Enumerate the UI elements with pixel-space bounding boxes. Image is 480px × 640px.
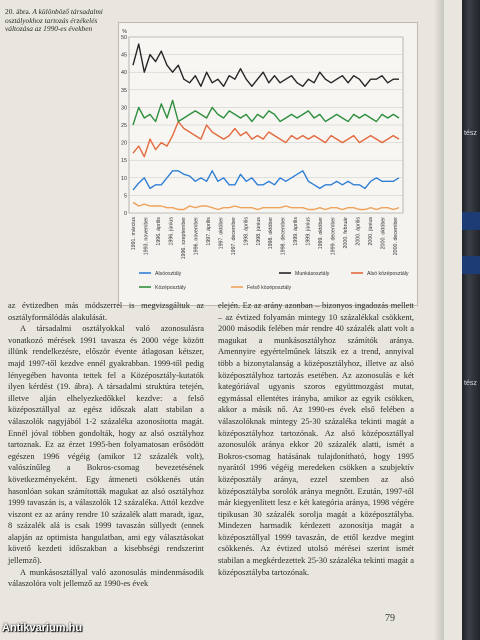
figure-caption [5,8,115,34]
legend-label: Munkásosztály [295,271,330,277]
chart-svg [119,23,417,305]
x-tick-label: 1999. április [293,217,300,246]
x-tick-label: 1997. október [218,216,225,250]
x-tick-label: 1998. december [280,216,287,256]
y-tick-label: 40 [121,70,127,77]
x-tick-label: 2000. február [343,217,350,249]
page-number: 79 [385,613,395,624]
x-tick-label: 1996. június [168,216,175,246]
y-tick-label: 0 [124,211,127,217]
paragraph: A társadalmi osztályokkal való azonosulásra vonatkozó mérések 1991 tavasza és 2000 vége között illünk rendelkezésre, először évente átlagosan kétszer, majd 1997-től kezdve ennél gyakrabban. 1999-től pedig lényegében havonta tettek fel a Középosztály-kutatók ilyen kérdést (19. ábra). A társadalmi struktúra tetején, illetve alján elhelyezkedőkkel kezdve: a felső középosztállyal az egész időszak alatt stabilan a válaszolók nagyjából 1-2 százaléka azonosította magát. Ennél jóval többen gondolták, hogy az alsó osztályhoz tartoznak. Ez az érzet 1995-ben folyamatosan erősödött egészen 1996 végéig (amikor 12 százalék volt), valószínűleg a Bokros-csomag bevezetésének következményeként. Egy átmeneti csökkenés után hasonlóan sokan számították magukat az alsó osztályhoz 1999 tavaszán is, a válaszolók 12 százaléka. Attól kezdve viszont ez az arány rendre 10 százalék alatt maradt, igaz, 8 százalék alá is csak 1999 tavaszán süllyedt (ennek alapján az optimista hangulatban, ami egy választásokat követő kezdeti időszakban a kisebbségi rendszerint jellemző). [8,324,204,566]
x-tick-label: 1996. szeptember [180,216,187,260]
spine-band [462,212,480,230]
y-tick-label: 50 [121,35,127,41]
x-tick-label: 1999. december [330,216,337,256]
page-gutter-shadow [434,0,444,640]
spine-band [462,256,480,274]
y-tick-label: 15 [121,158,127,165]
x-tick-label: 1993. november [143,217,150,256]
x-tick-label: 2000. április [355,217,362,246]
x-tick-label: 2000. október [380,216,387,250]
figure-number: 20. ábra. [5,7,31,16]
y-tick-label: 45 [121,52,127,59]
x-tick-label: 1996. április [156,217,162,246]
y-tick-label: 30 [121,105,127,112]
x-tick-label: 1997. április [205,217,212,246]
adjacent-book-spine [462,0,480,640]
x-tick-label: 1998. április [243,217,250,246]
paragraph: az évtizedben más módszerrel is megvizsgáltuk az osztályformálódás alakulását. [8,301,204,322]
text-column-right [218,300,414,578]
spine-word-2: tész [464,380,477,387]
x-tick-label: 1991. március [131,217,137,251]
paragraph: elején. Ez az arány azonban – bizonyos ingadozás mellett – az évtized folyamán mintegy 10 százalékkal csökkent, 2000 második felében már rendre 40 százalék alatt volt a magukat a munkásosztályhoz számítók aránya. Amennyire egyértelműnek látszik ez a trend, annyival több a bizonytalanság a középosztályhoz, illetve az alsó középosztályhoz tartozás esetében. Az azonosulás e két kategóriával ugyanis szoros együttmozgást mutat, egymással ellentétes irányba, amikor az egyik csökken, akkor a másik nő. Az 1990-es évek első felében a válaszolóknak mintegy 25-30 százaléka tekinti magát a középosztályhoz tartozónak. Az alsó középosztállyal azonosulók aránya ekkor 20 százalék alatti, ismét a Bokros-csomag hatásának tulajdonítható, hogy 1995 nyarától 1996 végéig meredeken csökken a szubjektív középosztály aránya, ezzel szemben az alsó középosztályba sorolók aránya megnőtt. Ezután, 1997-től már kiegyenlített lesz e két kategória aránya, 1998 végére tipikusan 30 százalék sorolja magát a középosztályba. Mindezen harmadik kérdezett azonosítja magát a középosztállyal 1999 tavaszán, de ettől kezdve megint csökkenés. Az évtized utolsó mérései szerint ismét stabilan a megkérdezettek 25-30 százaléka tekinti magát a középosztályba tartozónak. [218,301,414,577]
legend-label: Alsóosztály [155,271,182,277]
spine-word-1: tész [464,130,477,137]
text-column-left [8,300,204,590]
x-tick-label: 2000. június [368,216,374,246]
x-tick-label: 1997. december [230,216,237,256]
y-tick-label: 35 [121,87,127,94]
x-tick-label: 1998. június [255,217,262,246]
y-tick-label: 5 [124,193,127,200]
y-axis-label: % [122,29,127,35]
x-tick-label: 1996. november [193,217,200,256]
watermark-logo: Antikvarium.hu [2,622,83,634]
x-tick-label: 1999. október [318,216,325,250]
y-tick-label: 25 [121,123,127,129]
x-tick-label: 2000. december [393,217,399,256]
x-tick-label: 1999. június [305,217,312,246]
x-tick-label: 1998. október [268,216,275,250]
line-chart [118,22,418,306]
figure-caption-text: A különböző társadalmi osztályokhoz tartozás érzékelés változása az 1990-es években [5,7,103,34]
paragraph: A munkásosztállyal való azonosulás mindenmásodik válaszolóra volt jellemző az 1990-es évek [8,567,204,589]
y-tick-label: 10 [121,175,127,182]
legend-label: Felső középosztály [247,285,292,291]
y-tick-label: 20 [121,140,127,147]
legend-label: Középosztály [155,285,186,291]
legend-label: Alsó középosztály [367,271,409,277]
